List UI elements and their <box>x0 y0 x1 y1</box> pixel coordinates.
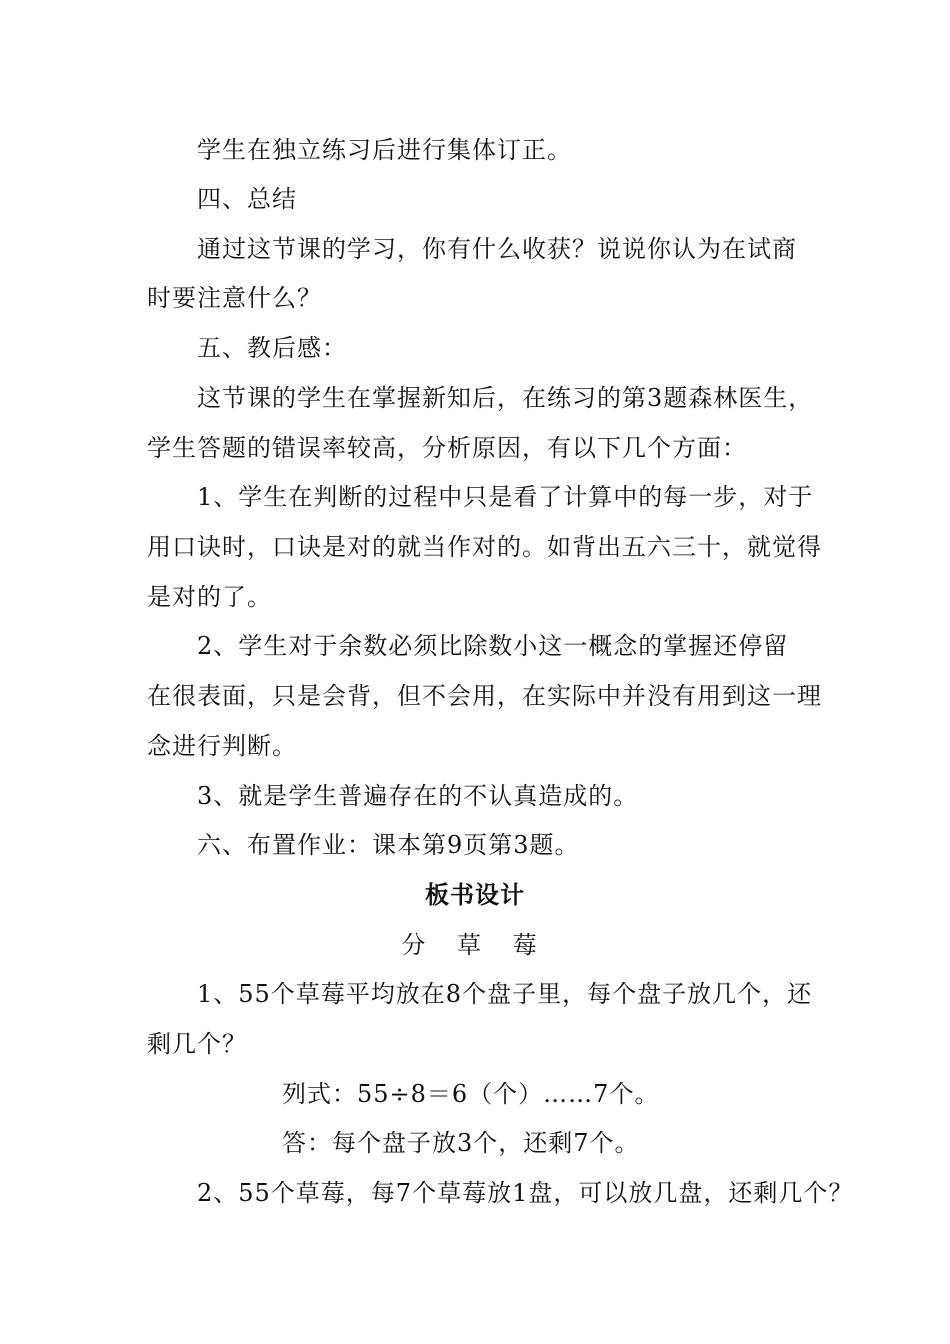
problem-1-equation: 列式：55÷8＝6（个）……7个。 <box>282 1080 660 1108</box>
paragraph-reflection-line-2: 学生答题的错误率较高，分析原因，有以下几个方面： <box>147 434 747 462</box>
point-1-line-2: 用口诀时，口诀是对的就当作对的。如背出五六三十，就觉得 <box>147 533 822 561</box>
point-2-line-2: 在很表面，只是会背，但不会用，在实际中并没有用到这一理 <box>147 682 822 710</box>
point-2-line-3: 念进行判断。 <box>147 732 297 760</box>
paragraph-summary-line-1: 通过这节课的学习，你有什么收获？说说你认为在试商 <box>197 235 797 263</box>
paragraph-summary-line-2: 时要注意什么？ <box>147 284 322 312</box>
heading-reflection: 五、教后感： <box>197 334 347 362</box>
point-2-line-1: 2、学生对于余数必须比除数小这一概念的掌握还停留 <box>197 632 789 660</box>
board-subtitle: 分 草 莓 <box>401 931 549 959</box>
board-design-title: 板书设计 <box>425 880 525 909</box>
problem-1-answer: 答：每个盘子放3个，还剩7个。 <box>282 1129 640 1157</box>
problem-1-line-1: 1、55个草莓平均放在8个盘子里，每个盘子放几个，还 <box>197 980 813 1008</box>
paragraph-practice-correction: 学生在独立练习后进行集体订正。 <box>197 136 572 164</box>
problem-2-line-1: 2、55个草莓，每7个草莓放1盘，可以放几盘，还剩几个？ <box>197 1179 854 1207</box>
problem-1-line-2: 剩几个？ <box>147 1030 247 1058</box>
point-1-line-3: 是对的了。 <box>147 583 272 611</box>
heading-homework: 六、布置作业：课本第9页第3题。 <box>197 831 580 859</box>
point-3: 3、就是学生普遍存在的不认真造成的。 <box>197 782 639 810</box>
paragraph-reflection-line-1: 这节课的学生在掌握新知后，在练习的第3题森林医生， <box>197 384 814 412</box>
heading-summary: 四、总结 <box>197 185 297 213</box>
point-1-line-1: 1、学生在判断的过程中只是看了计算中的每一步，对于 <box>197 483 814 511</box>
